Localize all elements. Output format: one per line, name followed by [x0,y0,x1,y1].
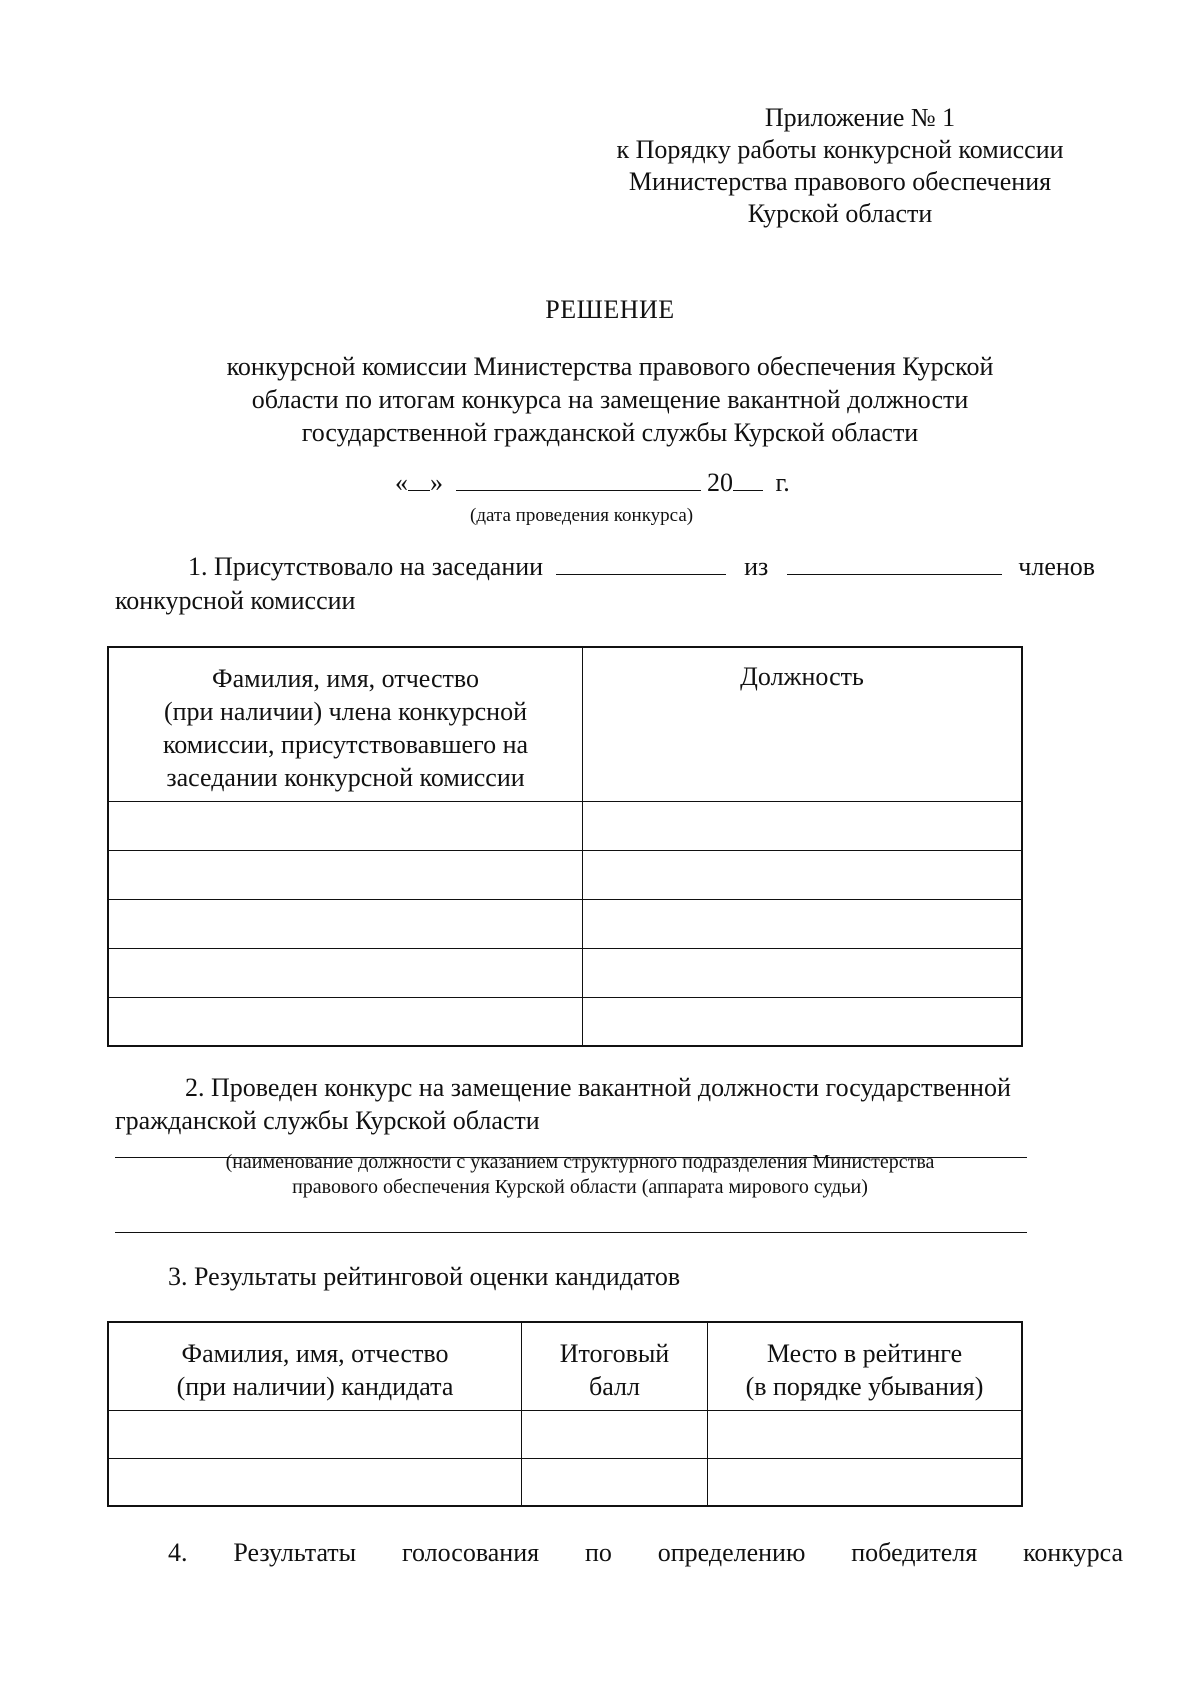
header-line: Место в рейтинге [766,1339,963,1368]
section1-line1 [188,552,1095,582]
header-line: (при наличии) кандидата [176,1372,454,1401]
rating-table [107,1321,1023,1507]
table-header-row [108,647,1022,801]
position-name-blank-2[interactable] [115,1232,1027,1233]
section1-text-mid: из [744,552,769,581]
column-header-score [522,1322,708,1410]
year-suffix: г. [775,468,790,497]
table-cell[interactable] [583,948,1023,997]
table-row [108,850,1022,899]
table-cell[interactable] [583,801,1023,850]
section4-line [168,1538,1123,1568]
section4-word: голосования [402,1538,540,1567]
table-row [108,801,1022,850]
day-blank[interactable] [408,468,430,491]
table-row [108,899,1022,948]
section4-word: по [584,1538,612,1567]
section4-word: 4. [168,1538,188,1567]
table-cell[interactable] [583,850,1023,899]
table-header-row [108,1322,1022,1410]
date-line [395,468,790,498]
month-blank[interactable] [456,468,701,491]
table-cell[interactable] [522,1458,708,1506]
subtitle-line: области по итогам конкурса на замещение вакантной должности [251,385,969,414]
table-cell[interactable] [583,899,1023,948]
table-cell[interactable] [708,1458,1023,1506]
appendix-line: Курской области [747,199,933,228]
column-header-rank [708,1322,1023,1410]
table-cell[interactable] [708,1410,1023,1458]
appendix-line: Приложение № 1 [764,103,956,132]
column-header-position [583,647,1023,801]
section4-word: определению [657,1538,806,1567]
present-count-blank[interactable] [556,552,726,575]
header-line: балл [589,1372,640,1401]
column-header-candidate [108,1322,522,1410]
table-cell[interactable] [583,997,1023,1046]
document-subtitle [150,350,1070,449]
table-cell[interactable] [108,850,583,899]
section4-word: конкурса [1023,1538,1123,1567]
table-cell[interactable] [108,801,583,850]
table-row [108,997,1022,1046]
subtitle-line: конкурсной комиссии Министерства правового обеспечения Курской [226,352,994,381]
table-cell[interactable] [108,899,583,948]
appendix-line: к Порядку работы конкурсной комиссии [616,135,1064,164]
table-cell[interactable] [108,1458,522,1506]
document-title: РЕШЕНИЕ [545,295,675,324]
section2-line2: гражданской службы Курской области [115,1106,540,1135]
appendix-line: Министерства правового обеспечения [628,167,1052,196]
header-line: комиссии, присутствовавшего на [162,730,529,759]
header-line: (в порядке убывания) [745,1372,984,1401]
section4-word: победителя [851,1538,978,1567]
header-line: Фамилия, имя, отчество [181,1339,449,1368]
section2-line1: 2. Проведен конкурс на замещение вакантной должности государственной [185,1073,1011,1102]
header-line: Должность [740,662,864,691]
header-line: Фамилия, имя, отчество [212,664,479,693]
header-line: заседании конкурсной комиссии [166,763,525,792]
table-row [108,1458,1022,1506]
table-cell[interactable] [108,1410,522,1458]
year-prefix: 20 [707,468,733,497]
section1-text-start: 1. Присутствовало на заседании [188,552,544,581]
close-quote: » [430,468,443,497]
caption-line: (наименование должности с указанием структурного подразделения Министерства [225,1151,935,1173]
section3-title: 3. Результаты рейтинговой оценки кандидатов [168,1262,681,1291]
column-header-fio [108,647,583,801]
members-table [107,646,1023,1047]
total-count-blank[interactable] [787,552,1002,575]
table-cell[interactable] [108,997,583,1046]
header-line: Итоговый [559,1339,670,1368]
section1-text-end: членов [1018,552,1096,581]
subtitle-line: государственной гражданской службы Курской области [301,418,919,447]
table-cell[interactable] [522,1410,708,1458]
section1-line2: конкурсной комиссии [115,586,356,615]
section4-word: Результаты [233,1538,357,1567]
header-line: (при наличии) члена конкурсной [163,697,528,726]
table-cell[interactable] [108,948,583,997]
open-quote: « [395,468,408,497]
caption-line: правового обеспечения Курской области (аппарата мирового судьи) [292,1176,868,1198]
table-row [108,1410,1022,1458]
year-blank[interactable] [733,468,763,491]
appendix-header [560,102,1120,230]
position-caption [120,1150,1040,1200]
date-caption: (дата проведения конкурса) [470,505,694,526]
table-row [108,948,1022,997]
